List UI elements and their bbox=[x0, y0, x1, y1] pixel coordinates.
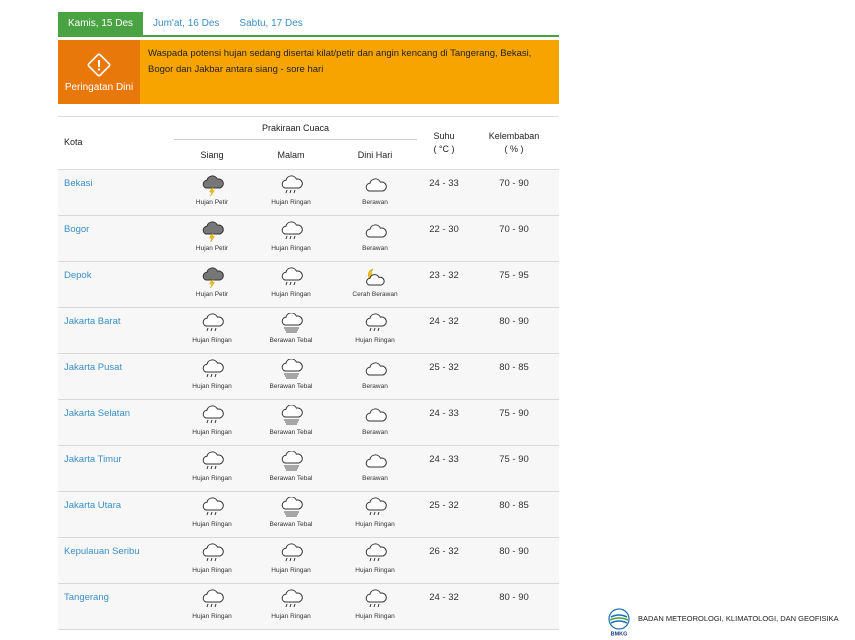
humidity-value: 70 - 90 bbox=[499, 178, 529, 189]
forecast-cell-dini bbox=[340, 221, 410, 252]
weather-label: Hujan Ringan bbox=[271, 291, 311, 298]
weather-label: Berawan bbox=[362, 383, 388, 390]
forecast-cell-malam bbox=[256, 221, 326, 252]
humidity-value: 80 - 90 bbox=[499, 316, 529, 327]
forecast-cell-malam bbox=[256, 267, 326, 298]
weather-label: Hujan Ringan bbox=[355, 567, 395, 574]
weather-label: Cerah Berawan bbox=[352, 291, 398, 298]
footer bbox=[606, 607, 839, 637]
forecast-cell-dini bbox=[340, 589, 410, 620]
city-link[interactable]: Jakarta Pusat bbox=[64, 362, 123, 373]
weather-label: Hujan Ringan bbox=[192, 613, 232, 620]
light-rain-icon bbox=[279, 589, 303, 611]
temperature-value: 23 - 32 bbox=[429, 270, 459, 281]
light-rain-icon bbox=[200, 543, 224, 565]
weather-label: Berawan bbox=[362, 245, 388, 252]
weather-label: Berawan Tebal bbox=[269, 521, 313, 528]
table-row bbox=[58, 308, 559, 354]
header-city: Kota bbox=[64, 137, 83, 147]
weather-label: Berawan bbox=[362, 429, 388, 436]
weather-label: Hujan Ringan bbox=[192, 567, 232, 574]
forecast-cell-siang bbox=[177, 267, 247, 298]
table-row bbox=[58, 170, 559, 216]
forecast-cell-malam bbox=[256, 497, 326, 528]
humidity-value: 80 - 85 bbox=[499, 500, 529, 511]
header-forecast: Prakiraan Cuaca bbox=[174, 123, 417, 140]
weather-label: Hujan Petir bbox=[195, 199, 229, 206]
forecast-panel bbox=[58, 12, 559, 630]
city-link[interactable]: Jakarta Timur bbox=[64, 454, 122, 465]
forecast-cell-dini bbox=[340, 497, 410, 528]
humidity-value: 75 - 90 bbox=[499, 408, 529, 419]
weather-label: Berawan Tebal bbox=[269, 337, 313, 344]
temperature-value: 24 - 33 bbox=[429, 408, 459, 419]
storm-icon bbox=[200, 221, 224, 243]
humidity-value: 80 - 90 bbox=[499, 546, 529, 557]
header-temp-unit: ( °C ) bbox=[433, 144, 455, 154]
light-rain-icon bbox=[279, 175, 303, 197]
forecast-cell-dini bbox=[340, 405, 410, 436]
forecast-cell-siang bbox=[177, 405, 247, 436]
temperature-value: 24 - 33 bbox=[429, 454, 459, 465]
table-row bbox=[58, 492, 559, 538]
temperature-value: 24 - 32 bbox=[429, 592, 459, 603]
weather-label: Hujan Ringan bbox=[192, 383, 232, 390]
overcast-icon bbox=[279, 313, 303, 335]
temperature-value: 25 - 32 bbox=[429, 500, 459, 511]
forecast-cell-siang bbox=[177, 359, 247, 390]
forecast-cell-malam bbox=[256, 359, 326, 390]
forecast-cell-dini bbox=[340, 451, 410, 482]
forecast-cell-malam bbox=[256, 589, 326, 620]
weather-label: Berawan Tebal bbox=[269, 475, 313, 482]
light-rain-icon bbox=[200, 359, 224, 381]
weather-label: Hujan Petir bbox=[195, 245, 229, 252]
humidity-value: 75 - 95 bbox=[499, 270, 529, 281]
city-link[interactable]: Tangerang bbox=[64, 592, 109, 603]
light-rain-icon bbox=[200, 405, 224, 427]
light-rain-icon bbox=[279, 543, 303, 565]
early-warning-label: Peringatan Dini bbox=[64, 81, 134, 93]
tab-jumat[interactable]: Jum'at, 16 Des bbox=[153, 18, 220, 29]
light-rain-icon bbox=[363, 497, 387, 519]
header-humidity-unit: ( % ) bbox=[504, 144, 524, 154]
humidity-value: 80 - 90 bbox=[499, 592, 529, 603]
weather-label: Hujan Ringan bbox=[271, 613, 311, 620]
forecast-cell-siang bbox=[177, 589, 247, 620]
table-body bbox=[58, 170, 559, 630]
forecast-table bbox=[58, 116, 559, 630]
table-row bbox=[58, 446, 559, 492]
light-rain-icon bbox=[363, 313, 387, 335]
forecast-cell-malam bbox=[256, 175, 326, 206]
light-rain-icon bbox=[279, 221, 303, 243]
footer-org-name: BADAN METEOROLOGI, KLIMATOLOGI, DAN GEOFISIKA bbox=[638, 613, 839, 623]
cloudy-icon bbox=[363, 175, 387, 197]
table-row bbox=[58, 354, 559, 400]
weather-label: Hujan Ringan bbox=[192, 475, 232, 482]
weather-label: Hujan Ringan bbox=[271, 245, 311, 252]
city-link[interactable]: Jakarta Selatan bbox=[64, 408, 131, 419]
weather-label: Hujan Ringan bbox=[355, 521, 395, 528]
city-link[interactable]: Bogor bbox=[64, 224, 90, 235]
weather-label: Hujan Ringan bbox=[355, 337, 395, 344]
forecast-cell-siang bbox=[177, 543, 247, 574]
cloudy-icon bbox=[363, 405, 387, 427]
forecast-cell-malam bbox=[256, 405, 326, 436]
weather-label: Berawan Tebal bbox=[269, 383, 313, 390]
forecast-cell-dini bbox=[340, 313, 410, 344]
partly-cloudy-night-icon bbox=[363, 267, 387, 289]
early-warning-text: Waspada potensi hujan sedang disertai kilat/petir dan angin kencang di Tangerang, Bekasi, Bogor dan Jakbar antara siang - sore hari bbox=[148, 48, 532, 75]
overcast-icon bbox=[279, 405, 303, 427]
overcast-icon bbox=[279, 451, 303, 473]
early-warning-badge[interactable] bbox=[58, 40, 140, 104]
day-tabs bbox=[58, 12, 559, 37]
table-row bbox=[58, 216, 559, 262]
city-link[interactable]: Jakarta Utara bbox=[64, 500, 122, 511]
cloudy-icon bbox=[363, 359, 387, 381]
forecast-cell-dini bbox=[340, 267, 410, 298]
table-row bbox=[58, 584, 559, 630]
light-rain-icon bbox=[279, 267, 303, 289]
overcast-icon bbox=[279, 359, 303, 381]
forecast-cell-siang bbox=[177, 175, 247, 206]
cloudy-icon bbox=[363, 221, 387, 243]
light-rain-icon bbox=[200, 589, 224, 611]
humidity-value: 80 - 85 bbox=[499, 362, 529, 373]
header-siang: Siang bbox=[200, 150, 224, 160]
header-malam: Malam bbox=[277, 150, 305, 160]
light-rain-icon bbox=[200, 313, 224, 335]
storm-icon bbox=[200, 175, 224, 197]
temperature-value: 26 - 32 bbox=[429, 546, 459, 557]
tab-sabtu[interactable]: Sabtu, 17 Des bbox=[239, 18, 303, 29]
forecast-cell-siang bbox=[177, 497, 247, 528]
forecast-cell-dini bbox=[340, 359, 410, 390]
forecast-cell-dini bbox=[340, 175, 410, 206]
forecast-cell-malam bbox=[256, 543, 326, 574]
temperature-value: 24 - 33 bbox=[429, 178, 459, 189]
weather-label: Hujan Ringan bbox=[192, 337, 232, 344]
forecast-cell-dini bbox=[340, 543, 410, 574]
table-row bbox=[58, 262, 559, 308]
early-warning-banner bbox=[58, 40, 559, 104]
weather-label: Hujan Ringan bbox=[271, 199, 311, 206]
header-temp: Suhu bbox=[433, 131, 455, 141]
weather-label: Berawan Tebal bbox=[269, 429, 313, 436]
temperature-value: 24 - 32 bbox=[429, 316, 459, 327]
light-rain-icon bbox=[200, 451, 224, 473]
city-link[interactable]: Jakarta Barat bbox=[64, 316, 121, 327]
forecast-cell-malam bbox=[256, 451, 326, 482]
weather-label: Hujan Ringan bbox=[192, 521, 232, 528]
light-rain-icon bbox=[200, 497, 224, 519]
city-link[interactable]: Bekasi bbox=[64, 178, 93, 189]
forecast-cell-siang bbox=[177, 451, 247, 482]
logo-text: BMKG bbox=[610, 631, 628, 637]
weather-label: Berawan bbox=[362, 475, 388, 482]
humidity-value: 70 - 90 bbox=[499, 224, 529, 235]
bmkg-logo bbox=[606, 607, 632, 637]
table-row bbox=[58, 400, 559, 446]
table-header bbox=[58, 117, 559, 170]
storm-icon bbox=[200, 267, 224, 289]
weather-label: Hujan Ringan bbox=[271, 567, 311, 574]
header-dini: Dini Hari bbox=[357, 150, 393, 160]
forecast-cell-siang bbox=[177, 313, 247, 344]
weather-label: Hujan Petir bbox=[195, 291, 229, 298]
humidity-value: 75 - 90 bbox=[499, 454, 529, 465]
forecast-cell-malam bbox=[256, 313, 326, 344]
city-link[interactable]: Depok bbox=[64, 270, 92, 281]
weather-label: Hujan Ringan bbox=[355, 613, 395, 620]
header-humidity: Kelembaban bbox=[488, 131, 540, 141]
temperature-value: 22 - 30 bbox=[429, 224, 459, 235]
light-rain-icon bbox=[363, 589, 387, 611]
cloudy-icon bbox=[363, 451, 387, 473]
temperature-value: 25 - 32 bbox=[429, 362, 459, 373]
overcast-icon bbox=[279, 497, 303, 519]
weather-label: Berawan bbox=[362, 199, 388, 206]
tab-kamis[interactable]: Kamis, 15 Des bbox=[58, 12, 143, 35]
light-rain-icon bbox=[363, 543, 387, 565]
weather-label: Hujan Ringan bbox=[192, 429, 232, 436]
forecast-cell-siang bbox=[177, 221, 247, 252]
warning-icon bbox=[86, 52, 112, 78]
city-link[interactable]: Kepulauan Seribu bbox=[64, 546, 140, 557]
table-row bbox=[58, 538, 559, 584]
